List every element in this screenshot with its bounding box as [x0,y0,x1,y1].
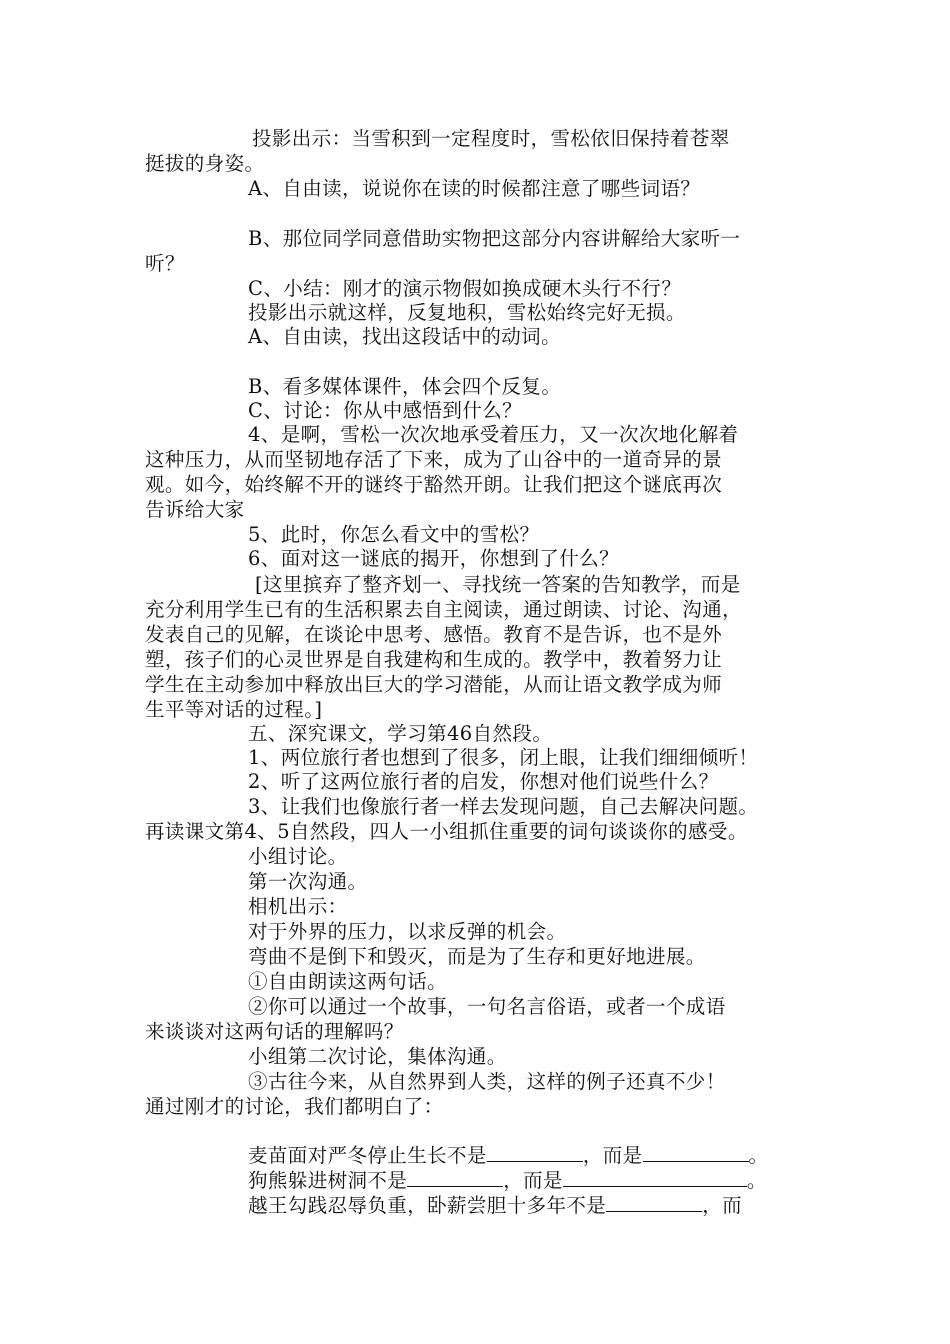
fill-text: ，而 [702,1194,743,1217]
text-line: 通过刚才的讨论，我们都明白了： [145,1095,444,1118]
text-line: 听？ [145,252,185,275]
text-line: C、小结：刚才的演示物假如换成硬木头行不行？ [248,277,682,300]
text-line: 这种压力，从而坚韧地存活了下来，成为了山谷中的一道奇异的景 [145,448,723,471]
text-line: 塑，孩子们的心灵世界是自我建构和生成的。教学中，教着努力让 [145,648,723,671]
text-line: A、自由读，说说你在读的时候都注意了哪些词语？ [248,177,701,200]
text-line: 4、是啊，雪松一次次地承受着压力，又一次次地化解着 [248,423,739,446]
text-line: 2、听了这两位旅行者的启发，你想对他们说些什么？ [248,770,719,793]
text-line: 挺拔的身姿。 [145,152,265,175]
text-line: ①自由朗读这两句话。 [248,970,448,993]
text-line: C、讨论：你从中感悟到什么？ [248,399,523,422]
fill-blank-line [248,1193,828,1218]
text-line: 投影出示就这样，反复地积，雪松始终完好无损。 [248,301,686,324]
fill-text: 越王勾践忍辱负重，卧薪尝胆十多年不是 [248,1194,607,1217]
text-line: 相机出示： [248,895,348,918]
fill-text: 。 [746,1169,767,1192]
answer-blank[interactable] [563,1168,747,1187]
answer-blank[interactable] [407,1168,503,1187]
text-line: 学生在主动参加中释放出巨大的学习潜能，从而让语文教学成为师 [145,673,723,696]
text-line: 1、两位旅行者也想到了很多，闭上眼，让我们细细倾听！ [248,746,759,769]
text-line: 弯曲不是倒下和毁灭，而是为了生存和更好地进展。 [248,945,706,968]
fill-text: 麦苗面对严冬停止生长不是 [248,1144,487,1167]
answer-blank[interactable] [487,1143,583,1162]
answer-blank[interactable] [643,1143,749,1162]
text-line: 5、此时，你怎么看文中的雪松？ [248,523,540,546]
text-line: 生平等对话的过程。] [145,698,323,721]
text-line: 告诉给大家 [145,498,245,521]
text-line: ②你可以通过一个故事，一句名言俗语，或者一个成语 [248,995,726,1018]
fill-blank-line [248,1143,828,1168]
fill-text: 。 [748,1144,769,1167]
text-line: 投影出示：当雪积到一定程度时，雪松依旧保持着苍翠 [252,127,730,150]
text-line: 来谈谈对这两句话的理解吗？ [145,1020,404,1043]
text-line: A、自由读，找出这段话中的动词。 [248,325,561,348]
text-line: B、看多媒体课件，体会四个反复。 [248,375,562,398]
text-line: 五、深究课文，学习第46自然段。 [248,722,553,745]
text-line: 小组第二次讨论，集体沟通。 [248,1045,507,1068]
text-line: 6、面对这一谜底的揭开，你想到了什么？ [248,547,620,570]
answer-blank[interactable] [606,1193,702,1212]
fill-text: ，而是 [503,1169,563,1192]
text-line: ③古往今来，从自然界到人类，这样的例子还真不少！ [248,1070,726,1093]
text-line: 发表自己的见解，在谈论中思考、感悟。教育不是告诉，也不是外 [145,623,723,646]
text-line: 小组讨论。 [248,845,348,868]
text-line: [这里摈弃了整齐划一、寻找统一答案的告知教学，而是 [255,573,741,596]
text-line: 第一次沟通。 [248,870,368,893]
text-line: 再读课文第4、5自然段，四人一小组抓住重要的词句谈谈你的感受。 [145,820,748,843]
fill-blank-line [248,1168,828,1193]
text-line: 对于外界的压力，以求反弹的机会。 [248,920,567,943]
text-line: B、那位同学同意借助实物把这部分内容讲解给大家听一 [248,227,741,250]
text-line: 3、让我们也像旅行者一样去发现问题，自己去解决问题。 [248,795,759,818]
fill-text: 狗熊躲进树洞不是 [248,1169,408,1192]
fill-text: ，而是 [582,1144,643,1167]
text-line: 观。如今，始终解不开的谜终于豁然开朗。让我们把这个谜底再次 [145,473,723,496]
text-line: 充分利用学生已有的生活积累去自主阅读，通过朗读、讨论、沟通， [145,598,743,621]
